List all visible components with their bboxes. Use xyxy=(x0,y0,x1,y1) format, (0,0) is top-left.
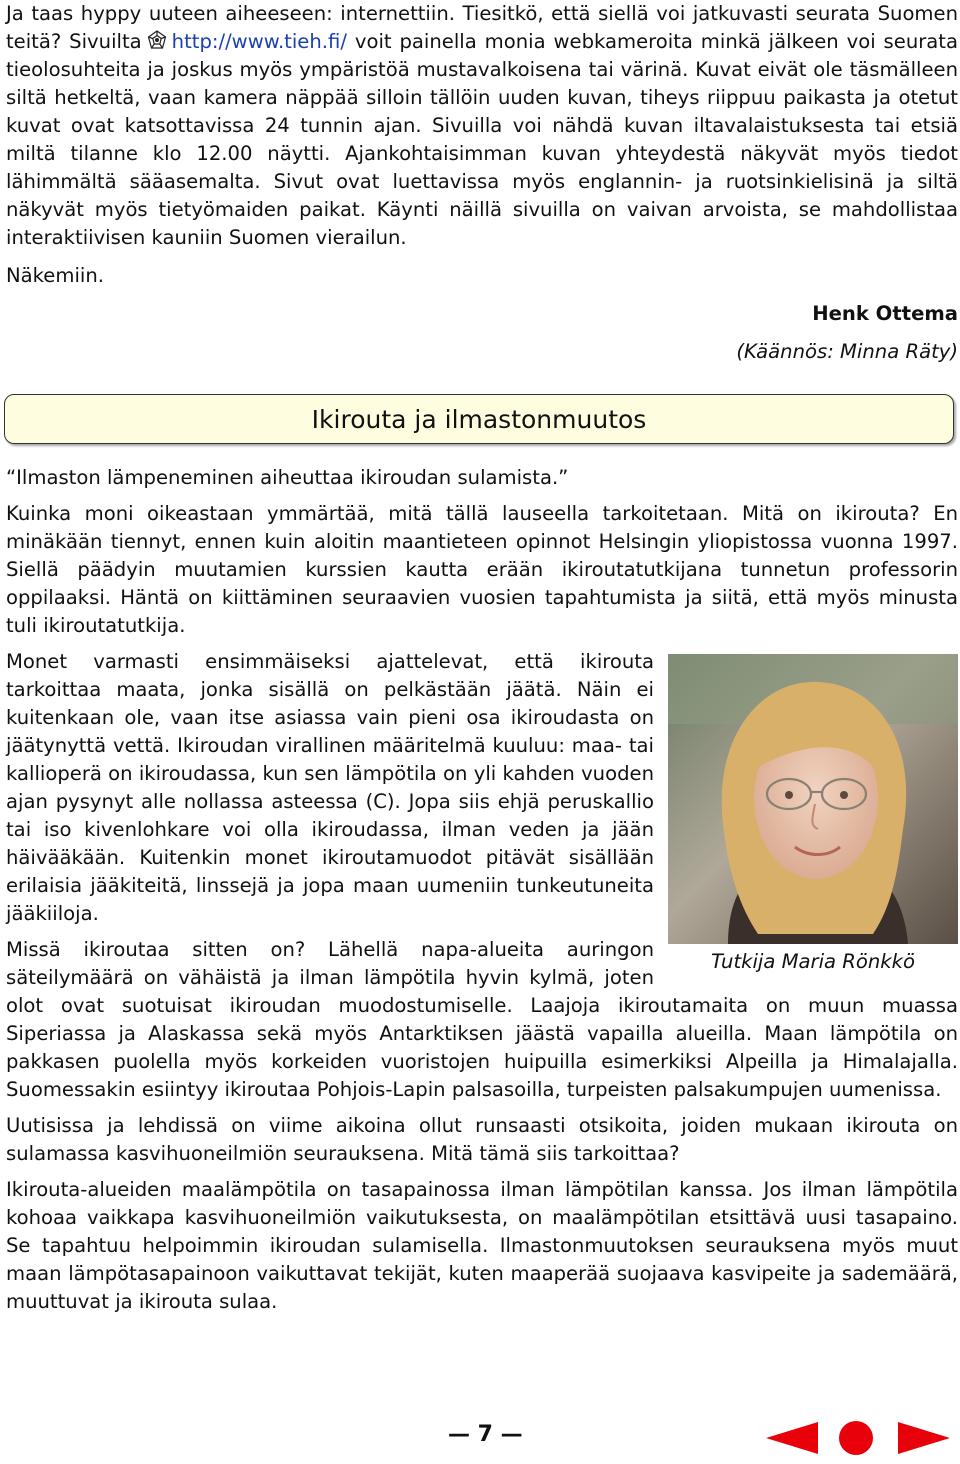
paragraph-5: Ikirouta-alueiden maalämpötila on tasapainossa ilman lämpötilan kanssa. Jos ilman lämpötila kohoaa vaikkapa kasvihuoneilmiön vaikutuksesta, on maalämpötilan etsittävä uusi tasapaino. Se tapahtuu helpoimmin ikiroudan sulamisella. Ilmastonmuutoksen seurauksena myös muut maan lämpötasapainoon vaikuttavat tekijät, kuten maaperää suojaava kasvipeite ja sademäärä, muuttuvat ja ikirouta sulaa. xyxy=(6,1178,958,1313)
intro-text-2: voit painella monia webkameroita minkä jälkeen voi seurata tieolosuhteita ja joskus myös ympäristöä mustavalkoisena tai värinä. Kuvat eivät ole täsmälleen siltä hetkeltä, vaan kamera näppää silloin tällöin uuden kuvan, tiheys riippuu paikasta ja otetut kuvat ovat katsottavissa 24 tunnin ajan. Sivuilla voi nähdä kuvan iltavalaistuksesta tai etsiä miltä tilanne klo 12.00 näytti. Ajankohtaisimman kuvan yhteydestä näkyvät myös tiedot lähimmältä sääasemalta. Sivut ovat luettavissa myös englannin- ja ruotsinkielisinä ja siltä näkyvät myös tietyömaiden paikat. Käynti näillä sivuilla on vaivan arvoista, se mahdollistaa interaktiivisen kauniin Suomen vierailun. xyxy=(6,30,958,249)
portrait-photo xyxy=(668,654,958,944)
paragraph-4: Uutisissa ja lehdissä on viime aikoina ollut runsaasti otsikoita, joiden mukaan ikirouta on sulamassa kasvihuoneilmiön seurauksena. Mitä tämä siis tarkoittaa? xyxy=(6,1114,958,1165)
author-name: Henk Ottema xyxy=(812,302,958,325)
arrow-left-icon[interactable] xyxy=(764,1420,820,1456)
circle-icon[interactable] xyxy=(838,1420,874,1456)
figure-caption: Tutkija Maria Rönkkö xyxy=(711,950,915,973)
section-title-box xyxy=(4,394,954,444)
translator-credit: (Käännös: Minna Räty) xyxy=(736,340,958,363)
paragraph-3: Missä ikiroutaa sitten on? Lähellä napa-alueita auringon säteilymäärä on vähäistä ja ilman lämpötila hyvin kylmä, joten olot ovat suotuisat ikiroudan muodostumiselle. Laajoja ikiroutamaita on muun muassa Siperiassa ja Alaskassa sekä myös Antarktiksen jäästä vapailla alueilla. Maan lämpötila on pakkasen puolella myös korkeiden vuoristojen huipuilla esimerkiksi Alpeilla ja Himalajalla. Suomessakin esiintyy ikiroutaa Pohjois-Lapin palsasoilla, turpeisten palsakumpujen uumenissa. xyxy=(6,938,958,1101)
intro-paragraph xyxy=(6,0,958,252)
page-number: — 7 — xyxy=(448,1422,523,1447)
figure xyxy=(668,654,958,986)
wrapped-text-region xyxy=(6,648,958,1104)
paragraph-1: Kuinka moni oikeastaan ymmärtää, mitä tällä lauseella tarkoitetaan. Mitä on ikirouta? En minäkään tiennyt, ennen kuin aloitin maantieteen opinnot Helsingin yliopistossa vuonna 1997. Siellä päädyin muutamien kurssien kautta erään ikiroutatutkijana tunnetun professorin oppilaaksi. Häntä on kiittäminen seuraavien vuosien tapahtumista ja siitä, että myös minusta tuli ikiroutatutkija. xyxy=(6,502,958,637)
intro-text-1: Ja taas hyppy uuteen aiheeseen: internettiin. Tiesitkö, että siellä voi jatkuvasti seurata Suomen teitä? Sivuilta xyxy=(6,2,958,53)
arrow-right-icon[interactable] xyxy=(896,1420,952,1456)
page xyxy=(6,0,958,1316)
closing-text: Näkemiin. xyxy=(6,264,104,287)
tieh-link[interactable]: http://www.tieh.fi/ xyxy=(171,30,347,53)
section-title: Ikirouta ja ilmastonmuutos xyxy=(311,404,647,434)
page-footer xyxy=(0,1420,960,1456)
paragraph-2: Monet varmasti ensimmäiseksi ajattelevat, että ikirouta tarkoittaa maata, jonka sisällä on pelkästään jäätä. Näin ei kuitenkaan ole, vaan itse asiassa vain pieni osa ikiroudasta on jäätynyttä vettä. Ikiroudan virallinen määritelmä kuuluu: maa- tai kallioperä on ikiroudassa, kun sen lämpötila on yli kahden vuoden ajan pysynyt alle nollassa asteessa (C). Jopa siis ehjä peruskallio tai iso kivenlohkare voi olla ikiroudassa, ilman veden ja jään häivääkään. Kuitenkin monet ikiroutamuodot pitävät sisällään erilaisia jääkiteitä, linssejä ja jopa maan uumeniin tunkeutuneita jääkiiloja. xyxy=(6,650,654,925)
section-quote: “Ilmaston lämpeneminen aiheuttaa ikiroudan sulamista.” xyxy=(6,466,569,489)
web-icon xyxy=(146,29,168,51)
